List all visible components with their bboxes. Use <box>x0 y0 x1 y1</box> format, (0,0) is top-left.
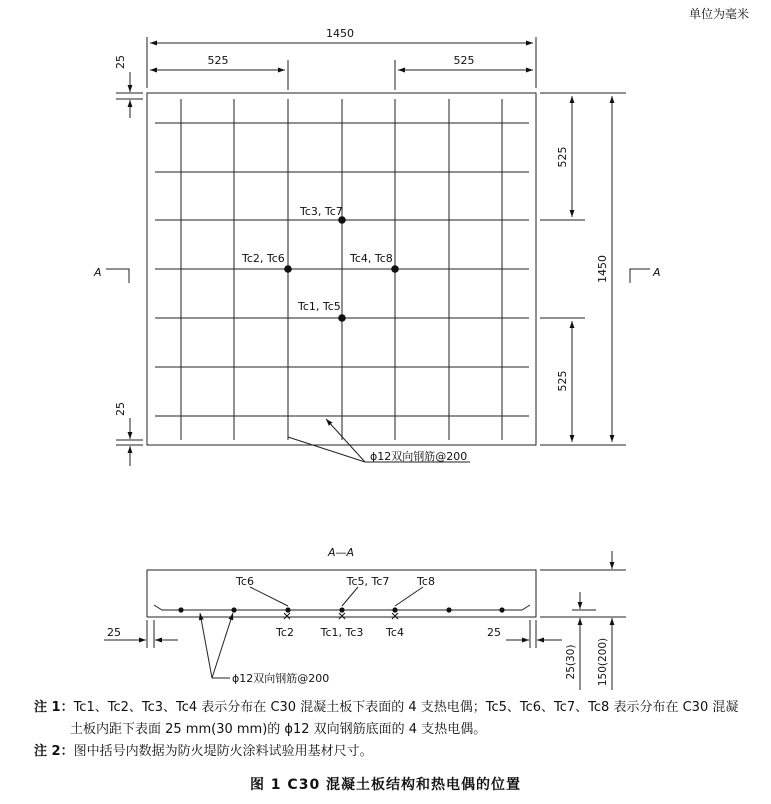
label-tc4-tc8: Tc4, Tc8 <box>350 252 393 265</box>
note-2-line1: 图中括号内数据为防火堤防火涂料试验用基材尺寸。 <box>73 744 373 759</box>
section-label-tc1-tc3: Tc1, Tc3 <box>320 626 364 639</box>
plan-rebar-label: ϕ12双向钢筋@200 <box>370 450 468 463</box>
dim-thickness: 150(200) <box>597 637 609 687</box>
dim-top-525: 525 <box>556 146 569 168</box>
units-label: 单位为毫米 <box>688 7 749 21</box>
label-tc1-tc5: Tc1, Tc5 <box>298 300 341 313</box>
dim-bottom-525: 525 <box>556 370 569 392</box>
dim-edge-bottom: 25 <box>114 402 127 416</box>
section-edge-right: 25 <box>487 626 501 639</box>
tc1-tc5-point <box>338 314 346 322</box>
section-edge-left: 25 <box>107 626 121 639</box>
figure-caption: 图 1 C30 混凝土板结构和热电偶的位置 <box>249 777 522 793</box>
tc4-tc8-point <box>391 265 399 273</box>
section-title: A—A <box>327 546 355 559</box>
section-mark-right: A <box>653 266 661 279</box>
section-label-tc6: Tc6 <box>236 575 254 588</box>
dim-total-horizontal: 1450 <box>326 27 354 40</box>
dim-cover: 25(30) <box>565 644 577 680</box>
note-1-continuation <box>70 719 486 741</box>
section-label-tc8: Tc8 <box>417 575 435 588</box>
section-mark-left: A <box>94 266 102 279</box>
section-rebar-label: ϕ12双向钢筋@200 <box>232 672 330 685</box>
note-1-line2: 土板内距下表面 25 mm(30 mm)的 ϕ12 双向钢筋底面的 4 支热电偶。 <box>70 722 487 737</box>
label-tc3-tc7: Tc3, Tc7 <box>300 205 343 218</box>
note-2-label: 注 2： <box>34 744 74 759</box>
note-1-label: 注 1： <box>34 700 74 715</box>
dim-edge-top: 25 <box>114 55 127 69</box>
dim-total-vertical: 1450 <box>596 255 609 283</box>
dim-right-525: 525 <box>453 54 475 67</box>
note-2 <box>34 741 373 763</box>
section-thermocouple-crosses <box>284 613 398 619</box>
section-label-tc4: Tc4 <box>386 626 404 639</box>
note-1-line1: Tc1、Tc2、Tc3、Tc4 表示分布在 C30 混凝土板下表面的 4 支热电偶；Tc5、Tc6、Tc7、Tc8 表示分布在 C30 混凝 <box>73 700 739 715</box>
label-tc2-tc6: Tc2, Tc6 <box>242 252 285 265</box>
note-1 <box>34 697 738 719</box>
dim-left-525: 525 <box>207 54 229 67</box>
tc2-tc6-point <box>284 265 292 273</box>
section-label-tc5-tc7: Tc5, Tc7 <box>346 575 390 588</box>
section-label-tc2: Tc2 <box>276 626 294 639</box>
